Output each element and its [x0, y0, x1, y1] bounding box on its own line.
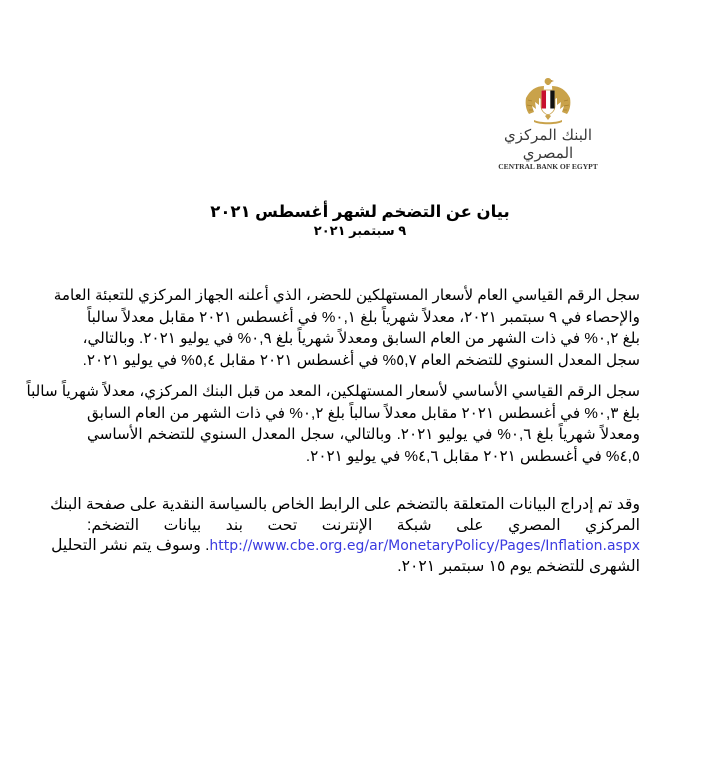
central-bank-logo	[488, 76, 608, 171]
bank-name-english: CENTRAL BANK OF EGYPT	[498, 162, 598, 171]
statement-heading	[0, 203, 720, 238]
document-title: بيان عن التضخم لشهر أغسطس ٢٠٢١	[210, 203, 510, 221]
paragraph-line: سجل الرقم القياسي الأساسي لأسعار المستهلكين، المعد من قبل البنك المركزي، معدلاً شهرياً سالباً	[26, 383, 640, 400]
document-date: ٩ سبتمبر ٢٠٢١	[313, 223, 407, 238]
paragraph-line-with-link	[51, 536, 640, 557]
paragraph-core-inflation	[26, 381, 641, 467]
inflation-data-link[interactable]: http://www.cbe.org.eg/ar/MonetaryPolicy/Pages/Inflation.aspx	[209, 538, 640, 554]
paragraph-line: والإحصاء في ٩ سبتمبر ٢٠٢١، معدلاً شهرياً بلغ ٠,١% في أغسطس ٢٠٢١ مقابل معدلاً سالباً	[87, 308, 640, 326]
paragraph-data-availability	[50, 495, 640, 577]
paragraph-line: بلغ ٠,٢% في ذات الشهر من العام السابق ومعدلاً شهرياً بلغ ٠,٩% في يوليو ٢٠٢١. وبالتالي،	[82, 330, 640, 347]
paragraph-line: ومعدلاً شهرياً بلغ ٠,٦% في يوليو ٢٠٢١. وبالتالي، سجل المعدل السنوي للتضخم الأساسي	[87, 426, 640, 443]
paragraph-line: وقد تم إدراج البيانات المتعلقة بالتضخم على الرابط الخاص بالسياسة النقدية على صفحة البنك	[50, 496, 640, 513]
paragraph-line: سجل الرقم القياسي العام لأسعار المستهلكين للحضر، الذي أعلنه الجهاز المركزي للتعبئة العامة	[53, 287, 640, 304]
bank-name-arabic: البنك المركزي المصري	[503, 126, 593, 162]
paragraph-headline-inflation	[53, 285, 640, 371]
paragraph-line: الشهرى للتضخم يوم ١٥ سبتمبر ٢٠٢١.	[397, 557, 640, 575]
paragraph-line: بلغ ٠,٣% في أغسطس ٢٠٢١ مقابل معدلاً سالباً بلغ ٠,٢% في ذات الشهر من العام السابق	[87, 404, 641, 422]
paragraph-line: المركزي المصري على شبكة الإنترنت تحت بند بيانات التضخم:	[87, 516, 640, 534]
paragraph-line: سجل المعدل السنوي للتضخم العام ٥,٧% في أغسطس ٢٠٢١ مقابل ٥,٤% في يوليو ٢٠٢١.	[82, 351, 640, 369]
paragraph-line: ٤,٥% في أغسطس ٢٠٢١ مقابل ٤,٦% في يوليو ٢٠٢١.	[305, 447, 640, 465]
egyptian-eagle-emblem-icon	[520, 76, 576, 126]
after-link-text: . وسوف يتم نشر التحليل	[51, 537, 210, 554]
